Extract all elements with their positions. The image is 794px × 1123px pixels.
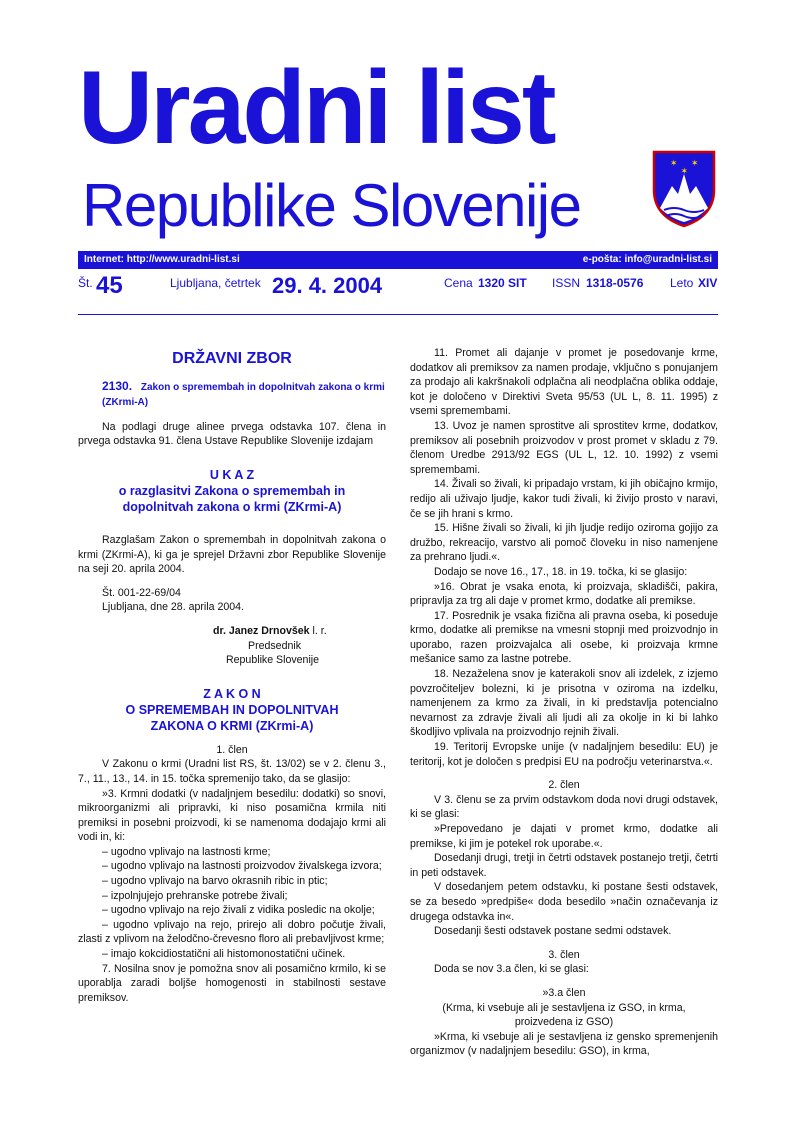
ref-date: Ljubljana, dne 28. aprila 2004. bbox=[102, 601, 244, 614]
point-15: 15. Hišne živali so živali, ki jih ljudje redijo oziroma gojijo za družbo, rekreacijo, varstvo ali pomoč človeku in niso namenjene za prehrano ljudi.«. bbox=[410, 522, 718, 564]
ukaz-heading: U K A Z bbox=[209, 467, 255, 482]
clen-2-p4: V dosedanjem petem odstavku, ki postane šesti odstavek, se za besedo »predpiše« doda besedilo »način označevanja iz drugega odstavka in«. bbox=[410, 881, 718, 923]
issue-place-day: Ljubljana, četrtek bbox=[170, 276, 261, 290]
signature-block bbox=[78, 624, 386, 639]
act-number: 2130. bbox=[102, 378, 133, 393]
clen-2-heading: 2. člen bbox=[548, 779, 580, 792]
issue-date: 29. 4. 2004 bbox=[272, 273, 383, 298]
clen-2-p1: V 3. členu se za prvim odstavkom doda novi drugi odstavek, ki se glasi: bbox=[410, 793, 718, 821]
clen-3-heading: 3. člen bbox=[548, 948, 580, 961]
clen-2-p5: Dosedanji šesti odstavek postane sedmi odstavek. bbox=[434, 925, 672, 938]
issue-line bbox=[78, 274, 718, 304]
price-value: 1320 SIT bbox=[478, 276, 527, 290]
internet-link[interactable]: Internet: http://www.uradni-list.si bbox=[84, 254, 240, 265]
zakon-heading: Z A K O N bbox=[203, 686, 261, 701]
point-13: 13. Uvoz je namen sprostitve ali sprostitev krme, dodatkov, premiksov ali posebnih proizvodov v prost promet v skladu z 79. členom Uredbe 2913/92 EGS (UL L, 12. 10. 1992) z vsemi spremembami. bbox=[410, 419, 718, 476]
ukaz-subtitle: o razglasitvi Zakona o spremembah in dopolnitvah zakona o krmi (ZKrmi-A) bbox=[118, 483, 346, 514]
list-item: – ugodno vplivajo na lastnosti krme; bbox=[102, 845, 271, 858]
issn-label: ISSN bbox=[552, 276, 581, 290]
new-points-intro: Dodajo se nove 16., 17., 18. in 19. točka, ki se glasijo: bbox=[434, 565, 688, 578]
svg-text:✶: ✶ bbox=[670, 159, 678, 169]
list-item: – imajo kokcidiostatični ali histomonostatični učinek. bbox=[102, 948, 346, 961]
list-item: – ugodno vplivajo na rejo živali z vidika posledic na okolje; bbox=[102, 904, 375, 917]
list-item: – ugodno vplivajo na rejo, prirejo ali dobro počutje živali, zlasti z vplivom na želodčno-črevesno floro ali prebavljivost krme; bbox=[78, 918, 386, 946]
issue-number: 45 bbox=[96, 272, 123, 299]
clen-3a-heading: »3.a člen bbox=[542, 986, 586, 999]
list-item: – ugodno vplivajo na lastnosti proizvodov živalskega izvora; bbox=[102, 860, 382, 873]
point-18: 18. Nezaželena snov je katerakoli snov ali izdelek, z izjemo povzročiteljev bolezni, ki je prisotna v oziroma na izdelku, namenjenem za krmo za živali, in ki predstavlja potencialno nevarnost za zdravje živali ali ljudi ali za okolje in ki bi lahko škodljivo vplivala na proizvodnjo rejnih živali. bbox=[410, 668, 718, 739]
act-heading bbox=[102, 379, 386, 411]
price-label: Cena bbox=[444, 276, 473, 290]
signer-name: dr. Janez Drnovšek bbox=[213, 624, 310, 637]
act-title: Zakon o spremembah in dopolnitvah zakona o krmi (ZKrmi-A) bbox=[102, 381, 385, 409]
clen-1-p1: V Zakonu o krmi (Uradni list RS, št. 13/02) se v 2. členu 3., 7., 11., 13., 14. in 15. točka spremenijo tako, da se glasijo: bbox=[78, 758, 386, 785]
masthead-subtitle: Republike Slovenije bbox=[82, 172, 581, 239]
section-heading: DRŽAVNI ZBOR bbox=[172, 350, 292, 367]
email-link[interactable]: e-pošta: info@uradni-list.si bbox=[582, 254, 712, 265]
masthead-title: Uradni list bbox=[78, 50, 554, 166]
signer-title-1: Predsednik bbox=[248, 639, 301, 652]
point-19: 19. Teritorij Evropske unije (v nadaljnjem besedilu: EU) je teritorij, kot je določen s predpisi EU na področju veterinarstva.«. bbox=[410, 741, 718, 768]
clen-2-p3: Dosedanji drugi, tretji in četrti odstavek postanejo tretji, četrti in peti odstavek. bbox=[410, 852, 718, 879]
list-item: – izpolnjujejo prehranske potrebe živali; bbox=[102, 889, 288, 902]
point-17: 17. Posrednik je vsaka fizična ali pravna oseba, ki poseduje krmo, dodatke ali premikse na vmesni stopnji med proizvodnjo in uporabo, razen proizvajalca ali osebe, ki proizvaja krmne mešanice samo za lastne potrebe. bbox=[410, 609, 718, 666]
list-item: – ugodno vplivajo na barvo okrasnih ribic in ptic; bbox=[102, 875, 328, 888]
clen-3-p1: Doda se nov 3.a člen, ki se glasi: bbox=[434, 963, 589, 976]
year-value: XIV bbox=[698, 276, 718, 290]
svg-text:✶: ✶ bbox=[691, 159, 699, 169]
razglasam-text: Razglašam Zakon o spremembah in dopolnitvah zakona o krmi (ZKrmi-A), ki ga je sprejel Državni zbor Republike Slovenije na seji 20. aprila 2004. bbox=[78, 533, 386, 576]
header-rule bbox=[78, 314, 718, 315]
issn-value: 1318-0576 bbox=[586, 276, 644, 290]
year-label: Leto bbox=[670, 276, 694, 290]
ref-number: Št. 001-22-69/04 bbox=[102, 586, 181, 599]
clen-1-p2: »3. Krmni dodatki (v nadaljnjem besedilu: dodatki) so snovi, mikroorganizmi ali pripravki, ki niso posamična krmila niti premiksi in posebni proizvodi, ki se namenoma dodajajo krmi ali vodi in, ki: bbox=[78, 787, 386, 844]
signer-lr: l. r. bbox=[309, 624, 327, 637]
clen-1-p3: 7. Nosilna snov je pomožna snov ali posamično krmilo, ki se uporablja zaradi boljše homogenosti in stabilnosti sestave premiksov. bbox=[78, 962, 386, 1004]
svg-text:✶: ✶ bbox=[680, 167, 689, 177]
right-column bbox=[410, 346, 718, 1059]
issue-st-label: Št. bbox=[78, 276, 93, 290]
point-11: 11. Promet ali dajanje v promet je posedovanje krme, dodatkov ali premiksov za namen prodaje, vključno s ponujanjem za prodajo ali kakršnakoli odplačna ali neodplačna oblika oddaje, kot je določeno v Direktivi Sveta 95/53 (UL L, 8. 11. 1995) z vsemi spremembami. bbox=[410, 347, 718, 418]
clen-1-heading: 1. člen bbox=[216, 743, 248, 756]
contact-band bbox=[78, 251, 718, 269]
point-14: 14. Živali so živali, ki pripadajo vrstam, ki jih običajno krmijo, redijo ali uživajo ljudje, kakor tudi živali, ki živijo prosto v naravi, če se jih hrani s krmo. bbox=[410, 478, 718, 520]
clen-2-p2: »Prepovedano je dajati v promet krmo, dodatke ali premikse, ki jim je potekel rok uporabe.«. bbox=[410, 823, 718, 850]
point-16: »16. Obrat je vsaka enota, ki proizvaja, skladišči, pakira, pripravlja za trg ali daje v promet krmo, dodatke ali premikse. bbox=[410, 580, 718, 608]
clen-3a-subtitle: (Krma, ki vsebuje ali je sestavljena iz GSO, in krma, proizvedena iz GSO) bbox=[442, 1001, 686, 1029]
left-column bbox=[78, 346, 386, 1005]
zakon-subtitle: O SPREMEMBAH IN DOPOLNITVAH ZAKONA O KRMI (ZKrmi-A) bbox=[125, 702, 339, 733]
coat-of-arms-icon bbox=[648, 146, 720, 230]
intro-text: Na podlagi druge alinee prvega odstavka 107. člena in prvega odstavka 91. člena Ustave Republike Slovenije izdajam bbox=[78, 420, 386, 448]
signer-title-2: Republike Slovenije bbox=[226, 654, 320, 667]
clen-3a-p1: »Krma, ki vsebuje ali je sestavljena iz gensko spremenjenih organizmov (v nadaljnjem besedilu: GSO), in krma, bbox=[410, 1030, 718, 1058]
